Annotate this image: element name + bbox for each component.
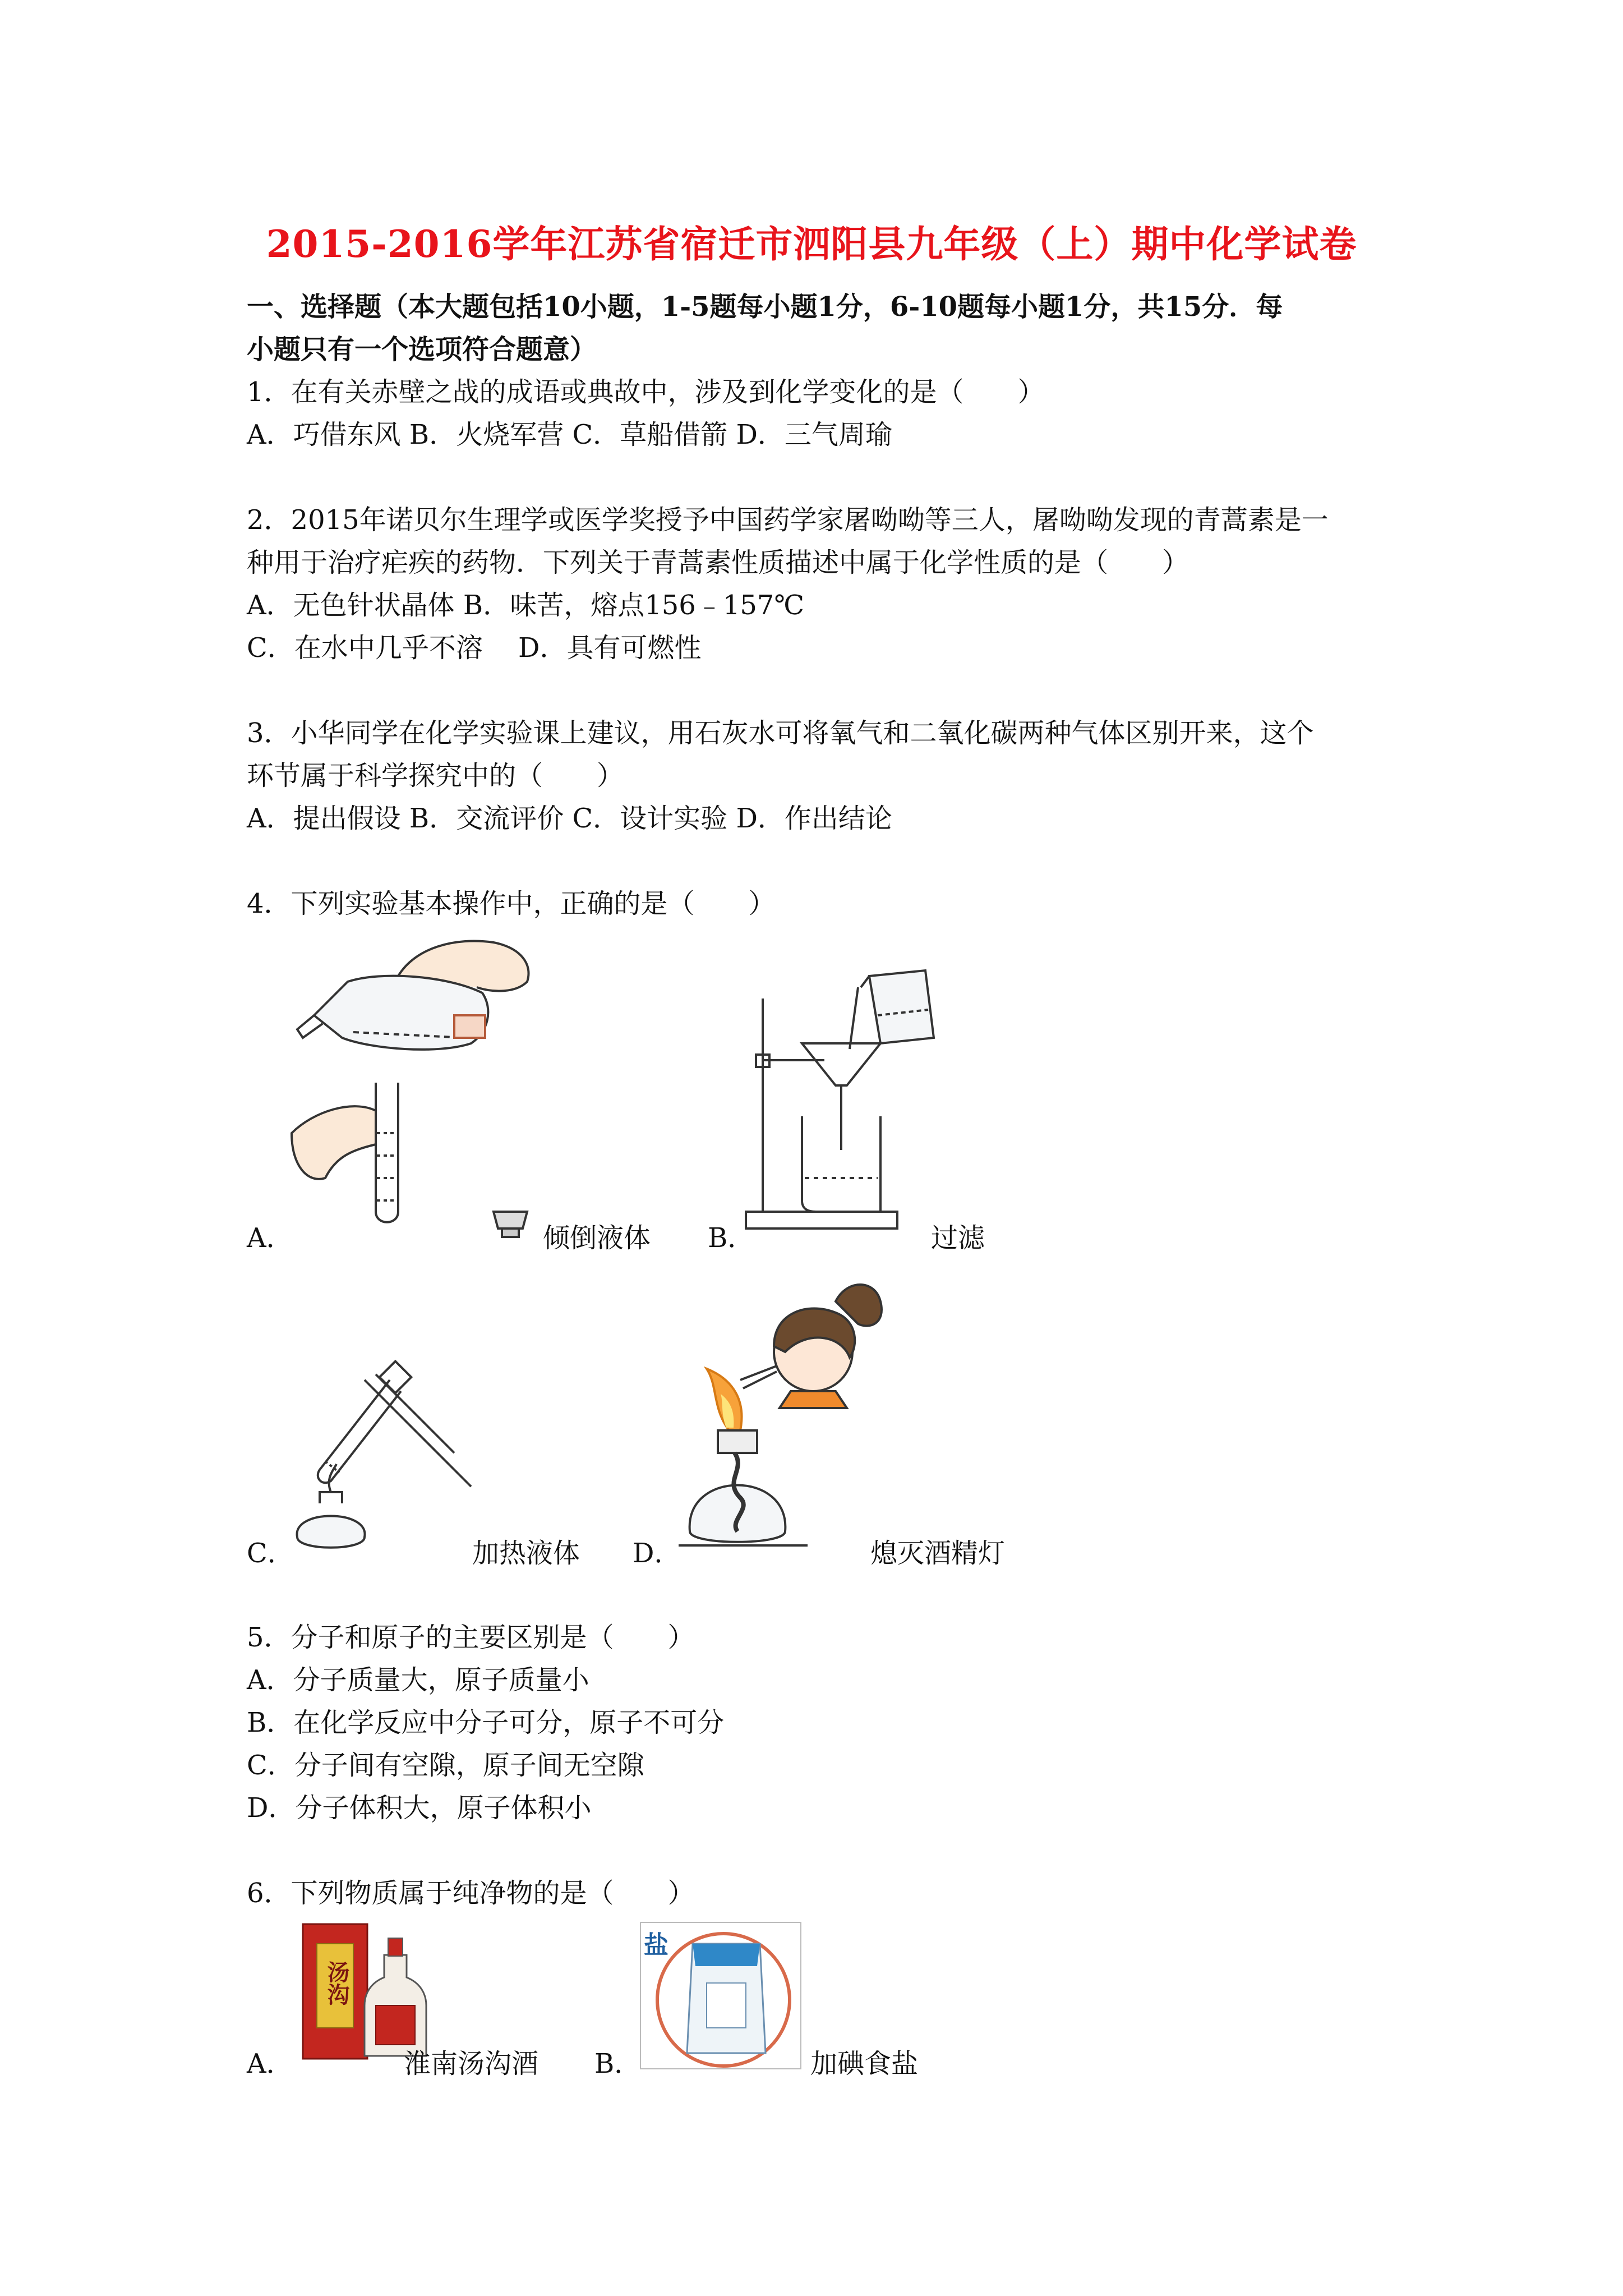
q5-option-a: A．分子质量大，原子质量小 [247,1664,589,1696]
q4-option-a-caption: 倾倒液体 [543,1222,651,1254]
blowing-lamp-figure [679,1268,925,1571]
q1-stem: 1．在有关赤壁之战的成语或典故中，涉及到化学变化的是（ ） [247,376,1045,408]
pouring-liquid-figure [280,931,544,1245]
q5-option-b: B．在化学反应中分子可分，原子不可分 [247,1707,725,1738]
q2-stem-line-1: 2．2015年诺贝尔生理学或医学奖授予中国药学家屠呦呦等三人，屠呦呦发现的青蒿素是一 [247,504,1329,536]
q6-option-a-letter: A． [247,2048,293,2079]
salt-label-text: 盐 [644,1931,668,1959]
q4-option-c-letter: C． [247,1538,294,1569]
q2-options-line-1: A．无色针状晶体 B．味苦，熔点156﹣157℃ [247,590,805,621]
filtration-figure [740,965,942,1234]
section-heading-line-2: 小题只有一个选项符合题意） [247,334,597,365]
q4-option-a-letter: A． [247,1222,293,1254]
liquor-figure [300,1921,435,2062]
q4-option-b-letter: B． [708,1222,755,1254]
q6-option-a-caption: 淮南汤沟酒 [404,2048,539,2079]
q6-option-b-caption: 加碘食盐 [810,2048,919,2079]
q4-option-d-caption: 熄灭酒精灯 [870,1538,1006,1569]
q5-option-d: D．分子体积大，原子体积小 [247,1792,592,1824]
q4-option-c-caption: 加热液体 [472,1538,580,1569]
q3-stem-line-1: 3．小华同学在化学实验课上建议，用石灰水可将氧气和二氧化碳两种气体区别开来，这个 [247,717,1314,749]
q4-option-b-caption: 过滤 [931,1222,985,1254]
q1-options: A．巧借东风 B．火烧军营 C．草船借箭 D．三气周瑜 [247,419,892,450]
heating-liquid-figure [286,1358,477,1559]
liquor-label-text: 汤沟 [324,1961,350,2005]
q6-option-b-letter: B． [594,2048,642,2079]
q2-options-line-2: C．在水中几乎不溶 D．具有可燃性 [247,632,702,664]
section-heading-line-1: 一、选择题（本大题包括10小题，1-5题每小题1分，6-10题每小题1分，共15分．每 [247,291,1283,323]
q4-option-d-letter: D． [633,1538,681,1569]
page-title: 2015-2016学年江苏省宿迁市泗阳县九年级（上）期中化学试卷 [266,222,1357,266]
q5-stem: 5．分子和原子的主要区别是（ ） [247,1622,695,1653]
q3-stem-line-2: 环节属于科学探究中的（ ） [247,760,624,792]
q5-option-c: C．分子间有空隙，原子间无空隙 [247,1750,644,1781]
q4-stem: 4．下列实验基本操作中，正确的是（ ） [247,888,776,919]
salt-figure [639,1921,802,2070]
q2-stem-line-2: 种用于治疗疟疾的药物．下列关于青蒿素性质描述中属于化学性质的是（ ） [247,547,1189,578]
q6-stem: 6．下列物质属于纯净物的是（ ） [247,1878,695,1909]
q3-options: A．提出假设 B．交流评价 C．设计实验 D．作出结论 [247,803,892,834]
